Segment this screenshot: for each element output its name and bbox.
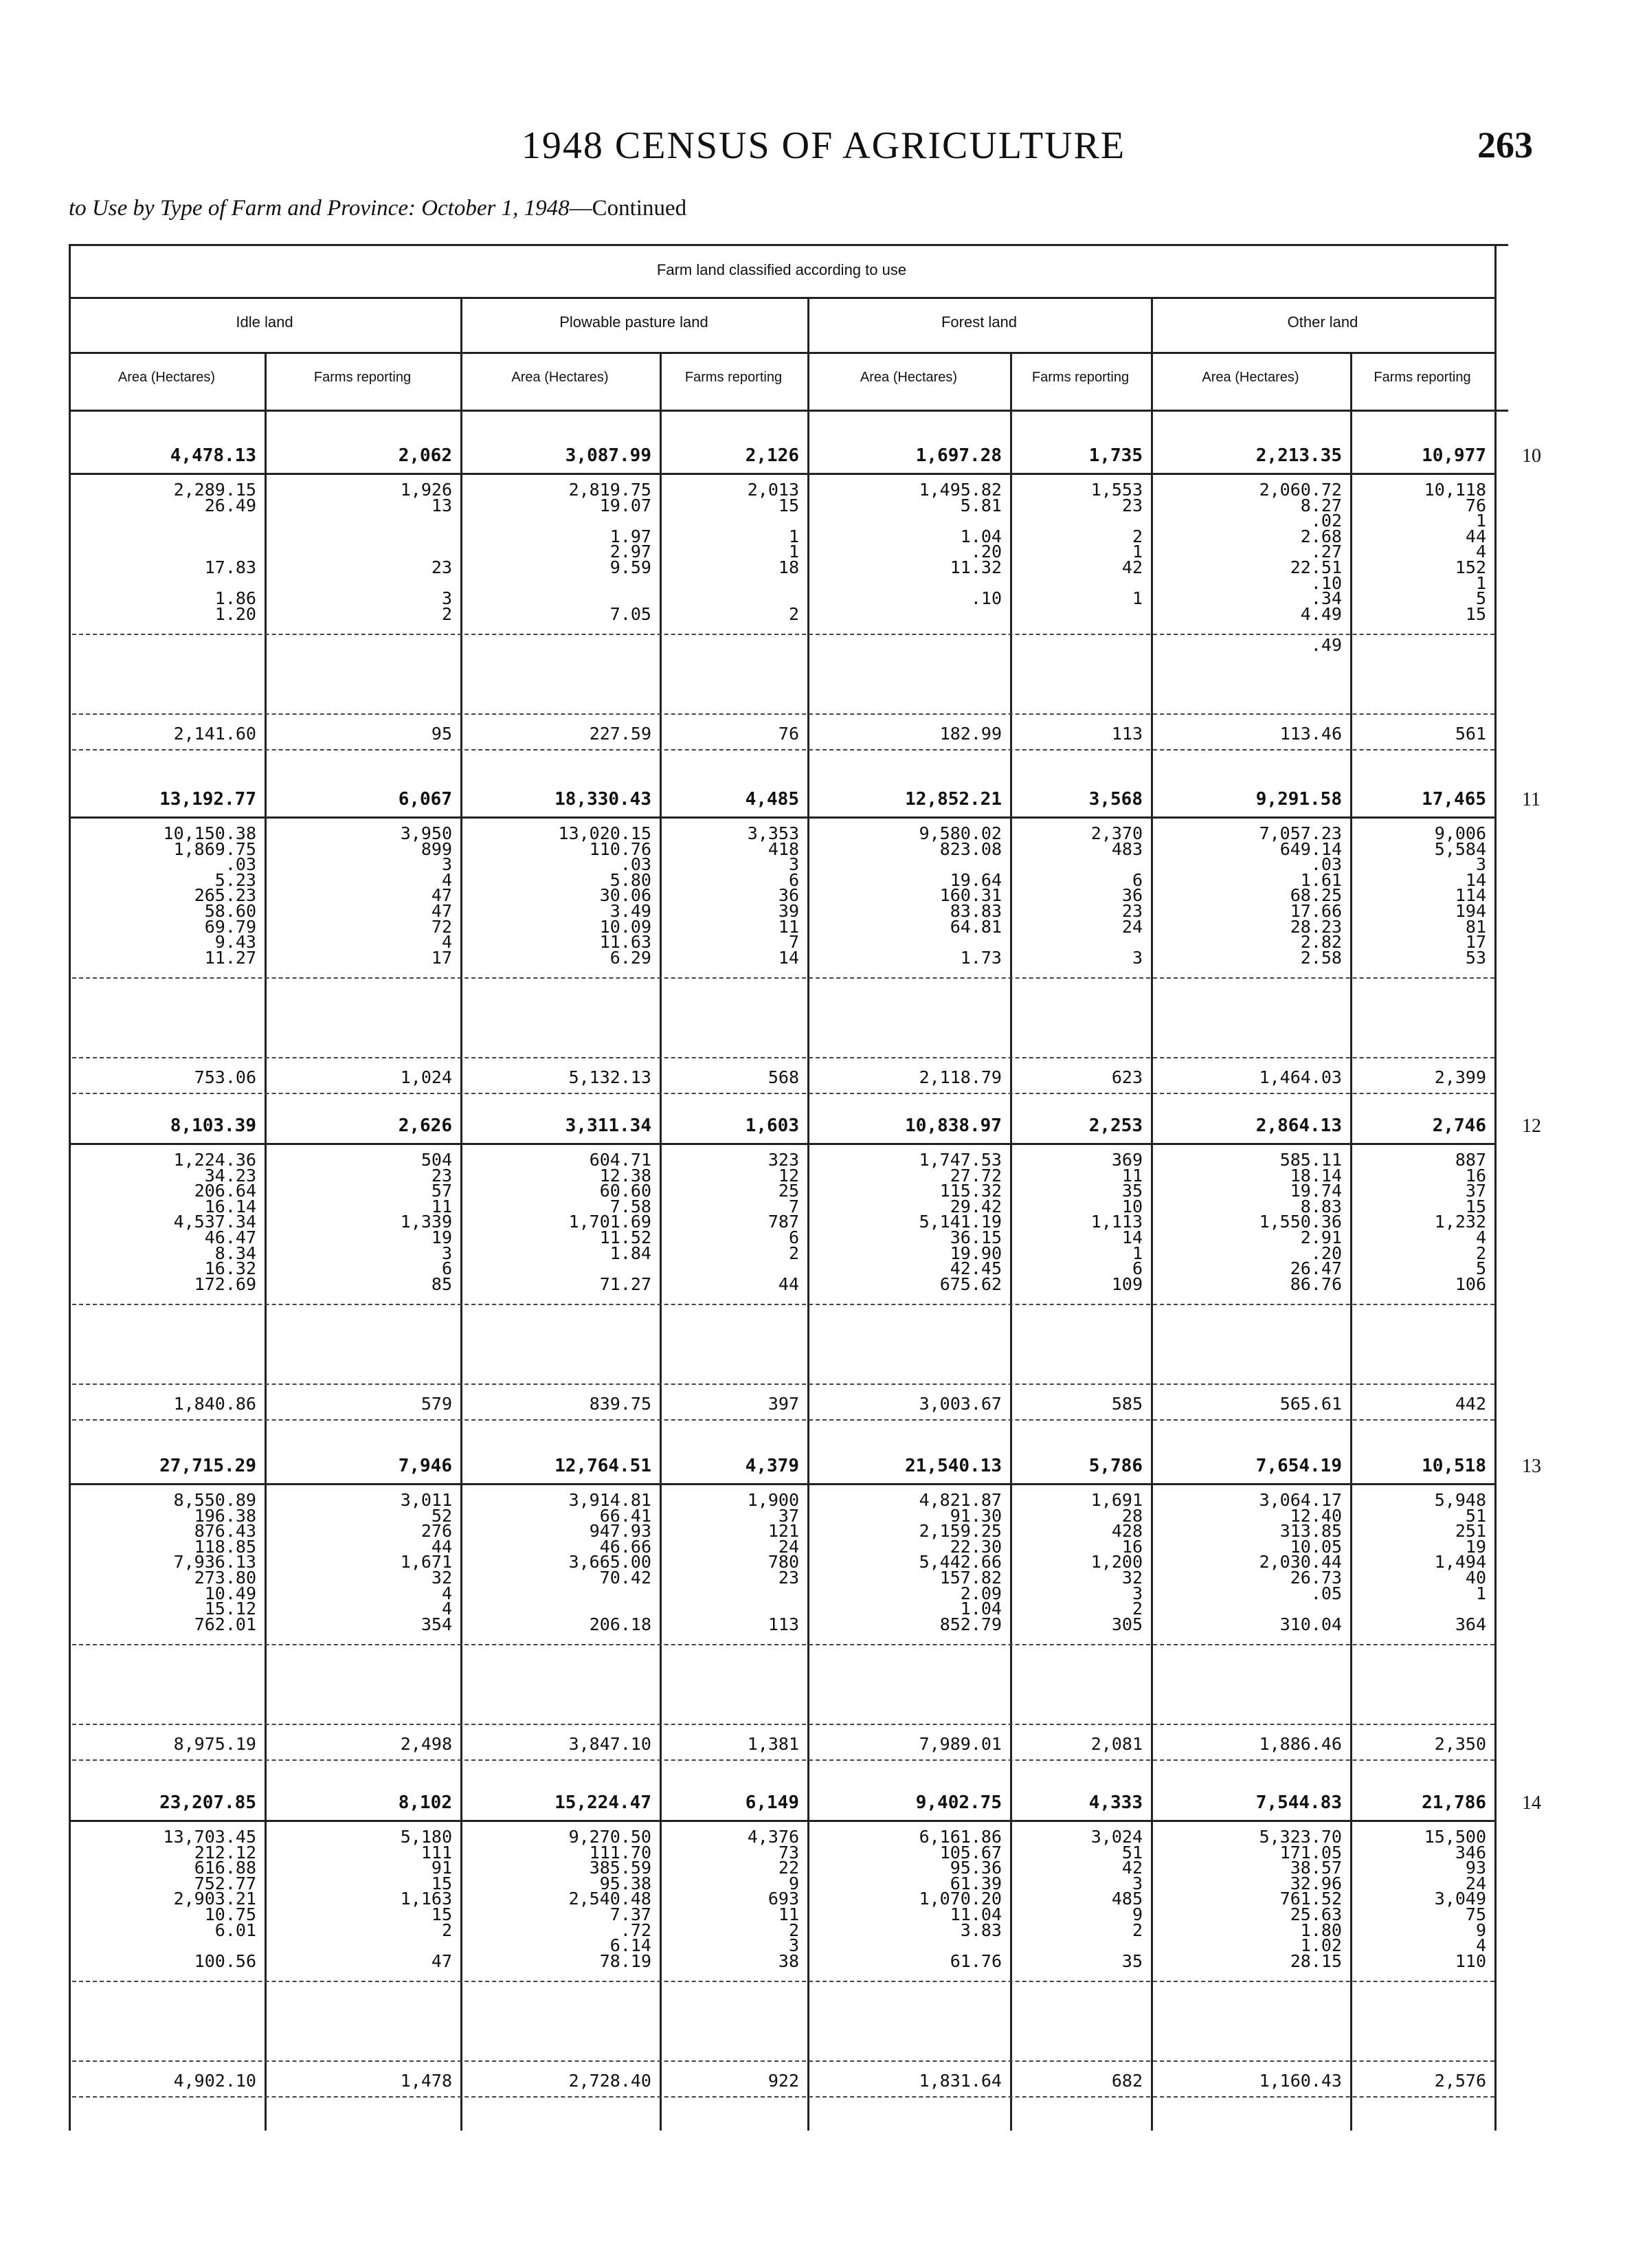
column-rule (1350, 352, 1352, 2131)
section-total-cell: 8,103.39 (170, 1115, 256, 1136)
section-subtotal-cell: 8,975.19 (173, 1734, 256, 1754)
section-subtotal-cell: 561 (1455, 724, 1486, 744)
dotted-rule (72, 2096, 1494, 2098)
section-subtotal-cell: 3,847.10 (568, 1734, 651, 1754)
detail-cell: 4,821.87 91.30 2,159.25 22.30 5,442.66 157.82 2.09 1.04 852.79 (919, 1490, 1002, 1634)
column-header-farms: Farms reporting (1031, 370, 1130, 385)
dotted-rule (72, 1093, 1494, 1094)
section-total-cell: 10,977 (1422, 445, 1486, 466)
section-subtotal-cell: 3,003.67 (919, 1394, 1002, 1414)
section-subtotal-cell: 579 (421, 1394, 452, 1414)
section-total-cell: 4,485 (745, 789, 799, 810)
column-header-area: Area (Hectares) (511, 370, 609, 385)
group-rule (69, 297, 1494, 299)
dotted-rule (72, 713, 1494, 715)
column-rule (1010, 352, 1012, 2131)
section-subtotal-cell: 2,350 (1434, 1734, 1486, 1754)
dotted-rule (72, 1383, 1494, 1385)
section-total-cell: 5,786 (1088, 1456, 1143, 1476)
section-total-cell: 1,697.28 (915, 445, 1002, 466)
section-total-cell: 10,838.97 (905, 1115, 1002, 1136)
section-subtotal-cell: 7,989.01 (919, 1734, 1002, 1754)
detail-cell: 1,691 28 428 16 1,200 32 3 2 305 (1090, 1490, 1143, 1634)
detail-cell: 6,161.86 105.67 95.36 61.39 1,070.20 11.04 3.83 61.76 (919, 1827, 1002, 1971)
detail-cell: 9,580.02 823.08 19.64 160.31 83.83 64.81 1.73 (919, 823, 1002, 968)
section-subtotal-cell: 2,576 (1434, 2071, 1486, 2091)
dotted-rule (72, 1304, 1494, 1305)
section-total-cell: 23,207.85 (159, 1792, 256, 1813)
section-subtotal-cell: 1,478 (400, 2071, 452, 2091)
section-total-cell: 10,518 (1422, 1456, 1486, 1476)
section-total-cell: 2,253 (1088, 1115, 1143, 1136)
section-total-cell: 12,764.51 (554, 1456, 651, 1476)
category-plowable-pasture: Plowable pasture land (559, 313, 708, 331)
section-number: 10 (1522, 445, 1541, 467)
section-total-cell: 6,067 (398, 789, 452, 810)
section-subtotal-cell: 568 (768, 1067, 799, 1087)
section-subtotal-cell: 1,464.03 (1259, 1067, 1342, 1087)
dotted-rule (72, 1644, 1494, 1645)
dotted-rule (72, 634, 1494, 635)
detail-cell: 13,703.45 212.12 616.88 752.77 2,903.21 10.75 6.01 100.56 (163, 1827, 256, 1971)
detail-cell: 1,926 13 23 3 2 (400, 480, 452, 624)
section-subtotal-cell: 5,132.13 (568, 1067, 651, 1087)
section-total-cell: 17,465 (1422, 789, 1486, 810)
section-subtotal-cell: 585 (1111, 1394, 1143, 1414)
detail-cell: 3,950 899 3 4 47 47 72 4 17 (400, 823, 452, 968)
detail-cell: 4,376 73 22 9 693 11 2 3 38 (747, 1827, 799, 1971)
section-rule (69, 816, 1494, 819)
section-total-cell: 3,311.34 (565, 1115, 651, 1136)
table-top-rule (69, 244, 1508, 246)
section-total-cell: 27,715.29 (159, 1456, 256, 1476)
detail-cell: 2,819.75 19.07 1.97 2.97 9.59 7.05 (568, 480, 651, 624)
category-rule (69, 352, 1494, 354)
section-subtotal-cell: 922 (768, 2071, 799, 2091)
section-subtotal-cell: 839.75 (589, 1394, 651, 1414)
section-subtotal-cell: 1,160.43 (1259, 2071, 1342, 2091)
header-bottom-rule (69, 410, 1508, 412)
detail-cell: 604.71 12.38 60.60 7.58 1,701.69 11.52 1.84 71.27 (568, 1150, 651, 1294)
section-total-cell: 4,379 (745, 1456, 799, 1476)
section-subtotal-cell: 397 (768, 1394, 799, 1414)
table-subtitle (69, 196, 686, 221)
section-subtotal-cell: 4,902.10 (173, 2071, 256, 2091)
dotted-rule (72, 977, 1494, 979)
dotted-rule (72, 1419, 1494, 1421)
section-total-cell: 18,330.43 (554, 789, 651, 810)
detail-cell: 2,370 483 6 36 23 24 3 (1090, 823, 1143, 968)
column-header-area: Area (Hectares) (117, 370, 216, 385)
section-subtotal-cell: 1,886.46 (1259, 1734, 1342, 1754)
section-rule (69, 1143, 1494, 1145)
section-subtotal-cell: 113.46 (1279, 724, 1342, 744)
section-total-cell: 3,087.99 (565, 445, 651, 466)
subtitle-continued: —Continued (569, 196, 687, 221)
dotted-rule (72, 1724, 1494, 1725)
section-total-cell: 9,402.75 (915, 1792, 1002, 1813)
section-subtotal-cell: 682 (1111, 2071, 1143, 2091)
detail-cell: 504 23 57 11 1,339 19 3 6 85 (400, 1150, 452, 1294)
section-subtotal-cell: 1,381 (747, 1734, 799, 1754)
detail-cell: 369 11 35 10 1,113 14 1 6 109 (1090, 1150, 1143, 1294)
section-number: 14 (1522, 1792, 1541, 1814)
column-header-farms: Farms reporting (684, 370, 783, 385)
dotted-rule (72, 1981, 1494, 1982)
section-total-cell: 2,626 (398, 1115, 452, 1136)
page-title: 1948 CENSUS OF AGRICULTURE (521, 124, 1126, 167)
detail-cell: 2,060.72 8.27 .02 2.68 .27 22.51 .10 .34 4.49 .49 (1259, 480, 1342, 655)
column-rule (660, 352, 662, 2131)
dotted-rule (72, 1057, 1494, 1058)
section-subtotal-cell: 182.99 (939, 724, 1002, 744)
column-rule (807, 297, 809, 2131)
section-subtotal-cell: 753.06 (194, 1067, 256, 1087)
section-total-cell: 13,192.77 (159, 789, 256, 810)
section-total-cell: 2,062 (398, 445, 452, 466)
group-header: Farm land classified according to use (656, 261, 907, 278)
column-rule (265, 352, 267, 2131)
section-total-cell: 12,852.21 (905, 789, 1002, 810)
detail-cell: 10,118 76 1 44 4 152 1 5 15 (1424, 480, 1486, 624)
detail-cell: 3,353 418 3 6 36 39 11 7 14 (747, 823, 799, 968)
column-rule (69, 244, 71, 2131)
detail-cell: 3,024 51 42 3 485 9 2 35 (1090, 1827, 1143, 1971)
section-total-cell: 7,654.19 (1255, 1456, 1342, 1476)
dotted-rule (72, 749, 1494, 751)
section-rule (69, 1483, 1494, 1485)
section-total-cell: 2,126 (745, 445, 799, 466)
subtitle-text: to Use by Type of Farm and Province: October 1, 1948 (69, 196, 570, 221)
section-total-cell: 4,478.13 (170, 445, 256, 466)
section-subtotal-cell: 113 (1111, 724, 1143, 744)
section-subtotal-cell: 623 (1111, 1067, 1143, 1087)
detail-cell: 1,900 37 121 24 780 23 113 (747, 1490, 799, 1634)
column-rule (1494, 244, 1497, 2131)
detail-cell: 2,013 15 1 1 18 2 (747, 480, 799, 624)
dotted-rule (72, 2060, 1494, 2062)
column-header-farms: Farms reporting (1374, 370, 1471, 385)
section-total-cell: 1,603 (745, 1115, 799, 1136)
section-subtotal-cell: 1,840.86 (173, 1394, 256, 1414)
detail-cell: 13,020.15 110.76 .03 5.80 30.06 3.49 10.09 11.63 6.29 (558, 823, 651, 968)
detail-cell: 9,270.50 111.70 385.59 95.38 2,540.48 7.37 .72 6.14 78.19 (568, 1827, 651, 1971)
section-subtotal-cell: 2,728.40 (568, 2071, 651, 2091)
section-subtotal-cell: 1,024 (400, 1067, 452, 1087)
detail-cell: 5,948 51 251 19 1,494 40 1 364 (1434, 1490, 1486, 1634)
detail-cell: 2,289.15 26.49 17.83 1.86 1.20 (173, 480, 256, 624)
detail-cell: 3,064.17 12.40 313.85 10.05 2,030.44 26.73 .05 310.04 (1259, 1490, 1342, 1634)
detail-cell: 1,747.53 27.72 115.32 29.42 5,141.19 36.15 19.90 42.45 675.62 (919, 1150, 1002, 1294)
category-forest-land: Forest land (941, 313, 1018, 331)
section-rule (69, 473, 1494, 475)
section-total-cell: 1,735 (1088, 445, 1143, 466)
column-header-area: Area (Hectares) (1202, 370, 1299, 385)
detail-cell: 7,057.23 649.14 .03 1.61 68.25 17.66 28.23 2.82 2.58 (1259, 823, 1342, 968)
page-number: 263 (1477, 124, 1533, 166)
section-total-cell: 2,213.35 (1255, 445, 1342, 466)
section-subtotal-cell: 2,118.79 (919, 1067, 1002, 1087)
section-rule (69, 1820, 1494, 1822)
detail-cell: 9,006 5,584 3 14 114 194 81 17 53 (1434, 823, 1486, 968)
column-rule (460, 297, 462, 2131)
section-subtotal-cell: 2,141.60 (173, 724, 256, 744)
section-subtotal-cell: 442 (1455, 1394, 1486, 1414)
detail-cell: 323 12 25 7 787 6 2 44 (768, 1150, 799, 1294)
section-subtotal-cell: 95 (431, 724, 452, 744)
section-total-cell: 15,224.47 (554, 1792, 651, 1813)
section-subtotal-cell: 2,399 (1434, 1067, 1486, 1087)
detail-cell: 10,150.38 1,869.75 .03 5.23 265.23 58.60 69.79 9.43 11.27 (163, 823, 256, 968)
section-total-cell: 2,864.13 (1255, 1115, 1342, 1136)
section-subtotal-cell: 1,831.64 (919, 2071, 1002, 2091)
column-rule (1151, 297, 1153, 2131)
section-total-cell: 21,786 (1422, 1792, 1486, 1813)
section-total-cell: 2,746 (1432, 1115, 1486, 1136)
detail-cell: 5,323.70 171.05 38.57 32.96 761.52 25.63 1.80 1.02 28.15 (1259, 1827, 1342, 1971)
section-total-cell: 7,946 (398, 1456, 452, 1476)
column-header-farms: Farms reporting (313, 370, 412, 385)
section-total-cell: 7,544.83 (1255, 1792, 1342, 1813)
section-total-cell: 3,568 (1088, 789, 1143, 810)
section-subtotal-cell: 227.59 (589, 724, 651, 744)
detail-cell: 5,180 111 91 15 1,163 15 2 47 (400, 1827, 452, 1971)
section-total-cell: 21,540.13 (905, 1456, 1002, 1476)
section-total-cell: 6,149 (745, 1792, 799, 1813)
detail-cell: 887 16 37 15 1,232 4 2 5 106 (1434, 1150, 1486, 1294)
detail-cell: 1,224.36 34.23 206.64 16.14 4,537.34 46.47 8.34 16.32 172.69 (173, 1150, 256, 1294)
section-total-cell: 4,333 (1088, 1792, 1143, 1813)
section-total-cell: 8,102 (398, 1792, 452, 1813)
section-number: 13 (1522, 1456, 1541, 1477)
section-total-cell: 9,291.58 (1255, 789, 1342, 810)
section-subtotal-cell: 2,498 (400, 1734, 452, 1754)
detail-cell: 8,550.89 196.38 876.43 118.85 7,936.13 273.80 10.49 15.12 762.01 (173, 1490, 256, 1634)
section-number: 12 (1522, 1115, 1541, 1137)
detail-cell: 1,495.82 5.81 1.04 .20 11.32 .10 (919, 480, 1002, 609)
column-header-area: Area (Hectares) (860, 370, 958, 385)
detail-cell: 585.11 18.14 19.74 8.83 1,550.36 2.91 .20 26.47 86.76 (1259, 1150, 1342, 1294)
category-other-land: Other land (1287, 313, 1358, 331)
detail-cell: 1,553 23 2 1 42 1 (1090, 480, 1143, 609)
category-idle-land: Idle land (236, 313, 293, 331)
detail-cell: 3,914.81 66.41 947.93 46.66 3,665.00 70.42 206.18 (568, 1490, 651, 1634)
section-subtotal-cell: 76 (778, 724, 799, 744)
section-number: 11 (1522, 789, 1540, 810)
dotted-rule (72, 1759, 1494, 1761)
detail-cell: 3,011 52 276 44 1,671 32 4 4 354 (400, 1490, 452, 1634)
section-subtotal-cell: 565.61 (1279, 1394, 1342, 1414)
detail-cell: 15,500 346 93 24 3,049 75 9 4 110 (1424, 1827, 1486, 1971)
section-subtotal-cell: 2,081 (1090, 1734, 1143, 1754)
